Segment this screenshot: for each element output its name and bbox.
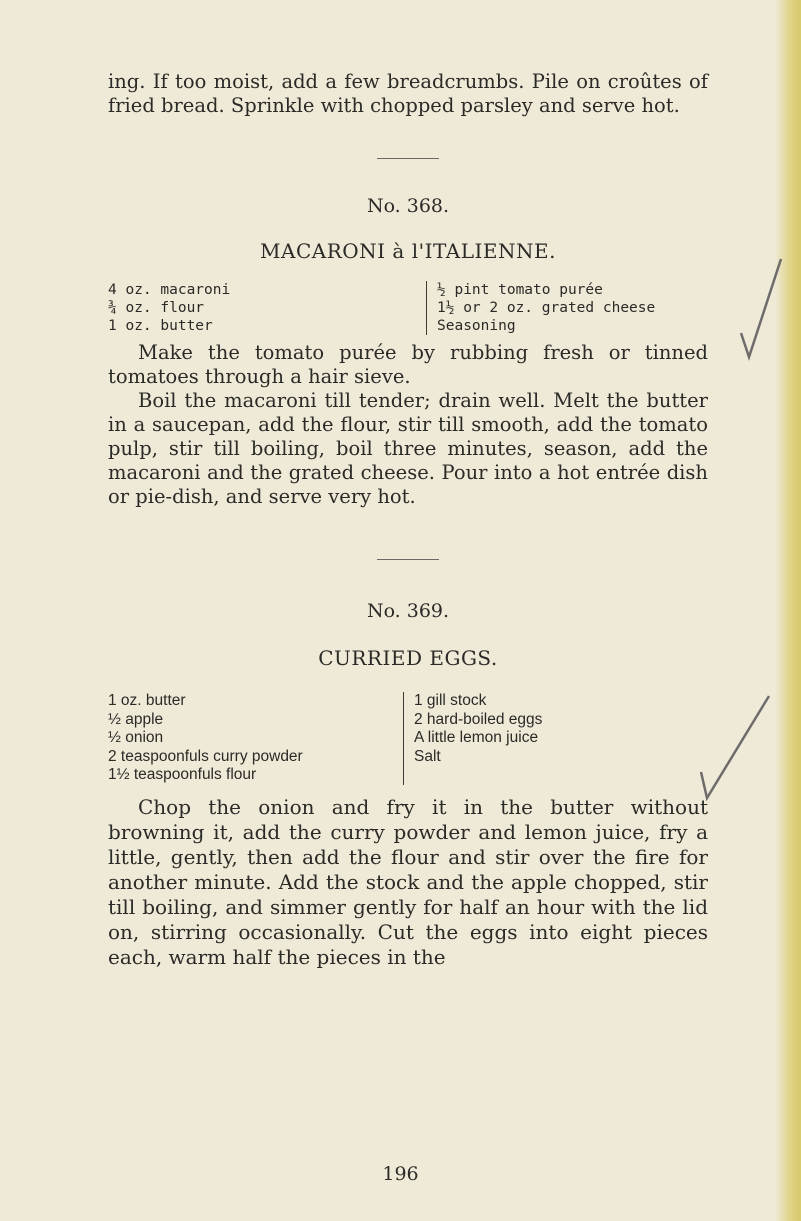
ingredient: 1 oz. butter	[108, 692, 186, 709]
recipe-368-ingredients-right	[426, 281, 655, 335]
recipe-368-paragraph: Make the tomato purée by rubbing fresh or tinned tomatoes through a hair sieve.	[108, 341, 708, 388]
ingredient: ½ onion	[108, 729, 164, 746]
ingredient: 2 hard-boiled eggs	[414, 710, 543, 728]
recipe-369-ingredients-left	[108, 692, 403, 785]
ingredient: ½ apple	[108, 710, 164, 728]
ingredient: A little lemon juice	[414, 729, 539, 746]
check-mark-icon	[695, 690, 775, 805]
page-edge	[775, 0, 801, 1221]
recipe-369-ingredients	[108, 692, 708, 785]
ingredient: ¾ oz. flour	[108, 300, 205, 316]
intro-paragraph: ing. If too moist, add a few breadcrumbs. Pile on croûtes of fried bread. Sprinkle with chopped parsley and serve hot.	[108, 70, 708, 117]
ingredient: 4 oz. macaroni	[108, 282, 231, 298]
recipe-368-ingredients	[108, 281, 708, 335]
recipe-369-paragraph: Chop the onion and fry it in the butter without browning it, add the curry powder and lemon juice, fry a little, gently, then add the flour and stir over the fire for another minute. Add the stock and the apple chopped, stir till boiling, and simmer gently for half an hour with the lid on, stirring occasionally. Cut the eggs into eight pieces each, warm half the pieces in the	[108, 794, 708, 969]
recipe-368-number: No. 368.	[366, 195, 450, 217]
section-divider	[377, 158, 439, 159]
page-content	[108, 70, 708, 970]
recipe-368-ingredients-left	[108, 281, 426, 335]
check-mark-icon	[735, 255, 785, 365]
section-divider	[377, 559, 439, 560]
ingredient: ½ pint tomato purée	[437, 282, 603, 298]
ingredient: 1 oz. butter	[108, 318, 213, 334]
recipe-369-title: CURRIED EGGS.	[318, 646, 498, 670]
ingredient: 1½ or 2 oz. grated cheese	[437, 300, 656, 316]
ingredient: Salt	[414, 747, 441, 765]
recipe-369-ingredients-right	[403, 692, 542, 785]
ingredient: 2 teaspoonfuls curry powder	[108, 747, 303, 765]
recipe-368-title: MACARONI à l'ITALIENNE.	[260, 239, 556, 263]
page-number: 196	[382, 1163, 419, 1185]
recipe-369-number: No. 369.	[366, 600, 450, 622]
ingredient: 1½ teaspoonfuls flour	[108, 766, 257, 783]
recipe-368-paragraph: Boil the macaroni till tender; drain well. Melt the butter in a saucepan, add the flour, stir till smooth, add the tomato pulp, stir till boiling, boil three minutes, season, add the macaroni and the grated cheese. Pour into a hot entrée dish or pie-dish, and serve very hot.	[108, 389, 708, 508]
ingredient: Seasoning	[437, 318, 516, 334]
ingredient: 1 gill stock	[414, 692, 487, 709]
